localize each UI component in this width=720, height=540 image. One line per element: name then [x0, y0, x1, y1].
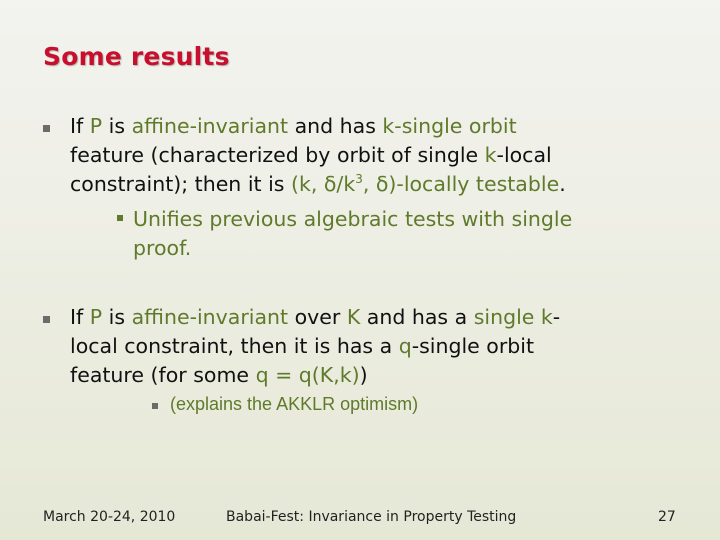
sub-bullet-1-text	[133, 205, 703, 263]
bullet-2-text	[70, 303, 710, 390]
footer-page-number: 27	[658, 509, 676, 525]
bullet-1-text	[70, 112, 700, 199]
bullet-marker	[43, 125, 50, 132]
bullet-1-line-3: constraint); then it is (k, $\delta/k^3$, δ)-locally testable.	[70, 172, 566, 196]
sub-bullet-1-line-2: proof.	[133, 236, 192, 260]
footer-date: March 20-24, 2010	[43, 509, 176, 525]
bullet-2-line-1: If P is affine-invariant over K and has a single k-	[70, 305, 561, 329]
sub-bullet-2-text: (explains the AKKLR optimism)	[170, 394, 419, 414]
sub-bullet-marker	[117, 215, 123, 221]
bullet-marker	[43, 316, 50, 323]
bullet-1-line-1: If P is affine-invariant and has k-single orbit	[70, 114, 517, 138]
sub-bullet-marker	[152, 403, 158, 409]
bullet-2-line-3: feature (for some q = q(K,k))	[70, 363, 368, 387]
bullet-1-line-2: feature (characterized by orbit of single k-local	[70, 143, 552, 167]
footer-event: Babai-Fest: Invariance in Property Testing	[226, 509, 517, 525]
slide-title: Some results	[43, 42, 230, 71]
sub-bullet-1-line-1: Unifies previous algebraic tests with single	[133, 207, 573, 231]
bullet-2-line-2: local constraint, then it is has a q-single orbit	[70, 334, 535, 358]
